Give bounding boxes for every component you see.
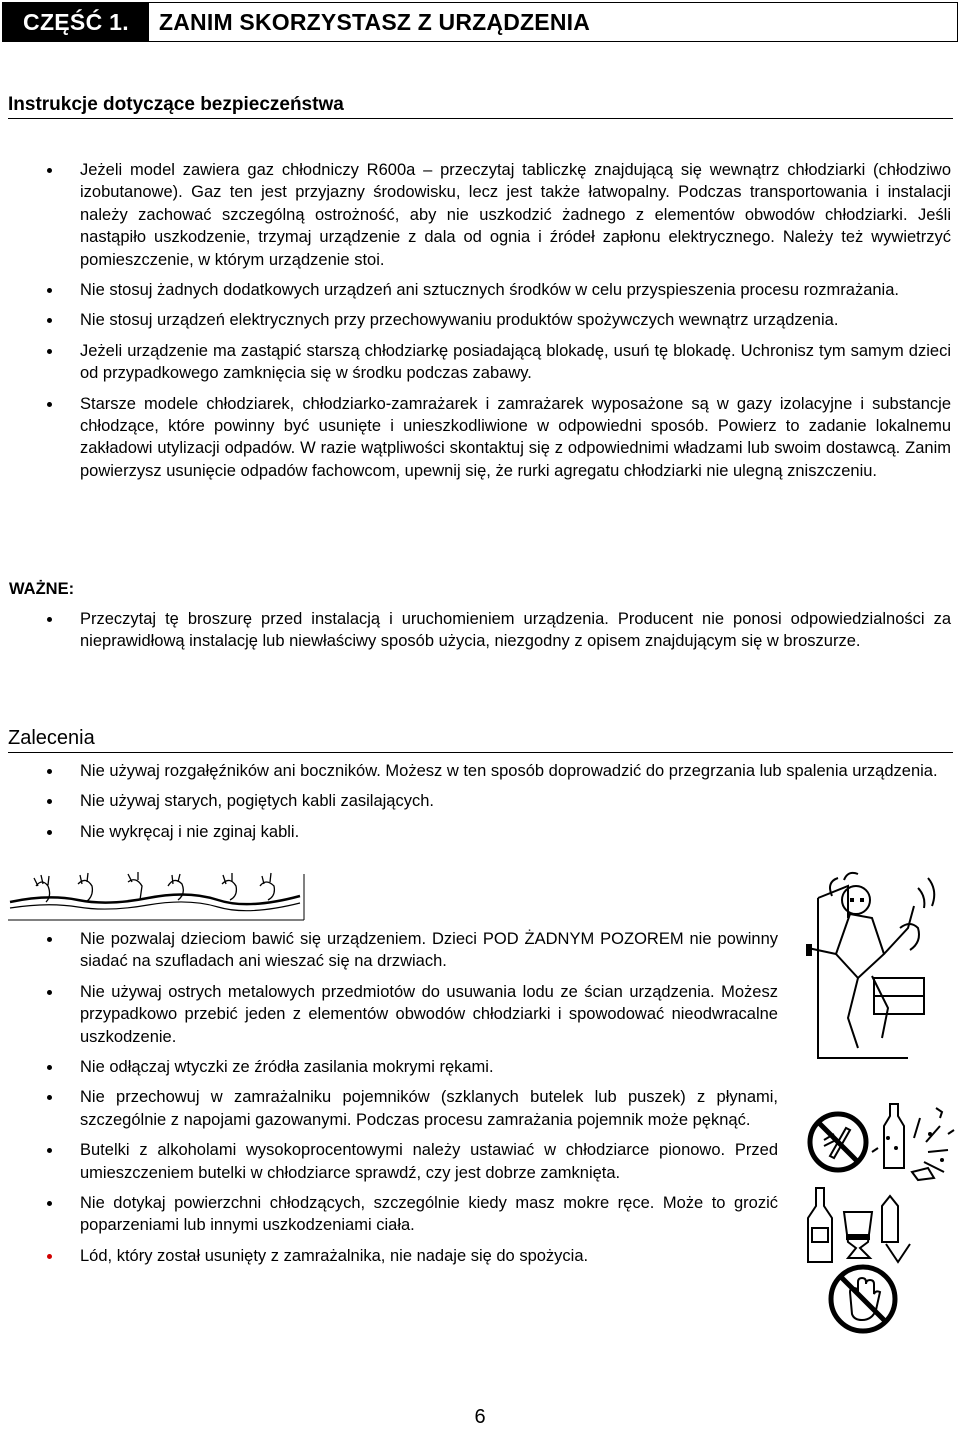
bottles-glass-illustration xyxy=(798,1182,928,1264)
list-item: Nie przechowuj w zamrażalniku pojemników (szklanych butelek lub puszek) z płynami, szczególnie z napojami gazowanymi. Podczas procesu zamrażania pojemnik może pęknąć. xyxy=(8,1086,778,1131)
safety-list xyxy=(8,159,951,490)
list-item: Nie dotykaj powierzchni chłodzących, szczególnie kiedy masz mokre ręce. Może to grozić poparzeniami lub innymi uszkodzeniami ciała. xyxy=(8,1192,778,1237)
list-item: Nie odłączaj wtyczki ze źródła zasilania mokrymi rękami. xyxy=(8,1056,778,1078)
no-touch-icon xyxy=(826,1262,900,1336)
no-sharp-tools-icon xyxy=(806,1110,870,1174)
part-label: CZĘŚĆ 1. xyxy=(3,3,149,41)
bottle-burst-illustration xyxy=(868,1098,960,1184)
child-on-fridge-illustration xyxy=(788,858,956,1068)
chapter-header xyxy=(2,2,958,42)
recommendations-list-2 xyxy=(8,928,778,1275)
chapter-title: ZANIM SKORZYSTASZ Z URZĄDZENIA xyxy=(159,8,591,35)
list-item: Butelki z alkoholami wysokoprocentowymi należy ustawiać w chłodziarce pionowo. Przed umieszczeniem butelki w chłodziarce sprawdź, czy jest dobrze zamknięta. xyxy=(8,1139,778,1184)
list-item: Lód, który został usunięty z zamrażalnika, nie nadaje się do spożycia. xyxy=(8,1245,778,1267)
important-label: WAŻNE: xyxy=(9,580,75,598)
list-item: Nie używaj ostrych metalowych przedmiotów do usuwania lodu ze ścian urządzenia. Możesz przypadkowo przebić jeden z elementów obwodów chłodziarki i spowodować nieodwracalne uszkodzenie. xyxy=(8,981,778,1048)
cable-bending-illustration xyxy=(8,872,306,922)
list-item: Nie stosuj żadnych dodatkowych urządzeń ani sztucznych środków w celu przyspieszenia procesu rozmrażania. xyxy=(8,279,951,301)
list-item: Nie używaj starych, pogiętych kabli zasilających. xyxy=(8,790,951,812)
page-number: 6 xyxy=(474,1406,486,1428)
recommendations-heading: Zalecenia xyxy=(8,727,953,753)
important-list xyxy=(8,608,951,653)
list-item: Nie pozwalaj dzieciom bawić się urządzeniem. Dzieci POD ŻADNYM POZOREM nie powinny siadać na szufladach ani wieszać się na drzwiach. xyxy=(8,928,778,973)
safety-heading: Instrukcje dotyczące bezpieczeństwa xyxy=(8,94,953,119)
list-item: Nie wykręcaj i nie zginaj kabli. xyxy=(8,821,951,843)
list-item: Starsze modele chłodziarek, chłodziarko-zamrażarek i zamrażarek wyposażone są w gazy izolacyjne i substancje chłodzące, które powinny być usunięte i unieszkodliwione w odpowiedni sposób. Powierz to zadanie lokalnemu zakładowi utylizacji odpadów. W razie wątpliwości skontaktuj się z odpowiednimi władzami lub swoim dostawcą. Zanim powierzysz usunięcie odpadów fachowcom, upewnij się, że rurki agregatu chłodziarki nie ulegną zniszczeniu. xyxy=(8,393,951,483)
list-item: Jeżeli model zawiera gaz chłodniczy R600a – przeczytaj tabliczkę znajdującą się wewnątrz chłodziarki (chłodziwo izobutanowe). Gaz ten jest przyjazny środowisku, lecz jest także łatwopalny. Podczas transportowania i instalacji należy zachować szczególną ostrożność, aby nie uszkodzić żadnego z elementów obwodów chłodziarki. Jeśli nastąpiło uszkodzenie, trzymaj urządzenie z dala od ognia i źródeł zapłonu elektrycznego. Należy też wywietrzyć pomieszczenie, w którym urządzenie stoi. xyxy=(8,159,951,271)
recommendations-list xyxy=(8,760,951,851)
list-item: Przeczytaj tę broszurę przed instalacją i uruchomieniem urządzenia. Producent nie ponosi odpowiedzialności za nieprawidłową instalację lub niewłaściwy sposób użycia, niezgodny z opisem znajdującym się w broszurze. xyxy=(8,608,951,653)
list-item: Nie używaj rozgałęźników ani boczników. Możesz w ten sposób doprowadzić do przegrzania lub spalenia urządzenia. xyxy=(8,760,951,782)
list-item: Jeżeli urządzenie ma zastąpić starszą chłodziarkę posiadającą blokadę, usuń tę blokadę. Uchronisz tym samym dzieci od przypadkowego zamknięcia się w środku podczas zabawy. xyxy=(8,340,951,385)
list-item: Nie stosuj urządzeń elektrycznych przy przechowywaniu produktów spożywczych wewnątrz urządzenia. xyxy=(8,309,951,331)
